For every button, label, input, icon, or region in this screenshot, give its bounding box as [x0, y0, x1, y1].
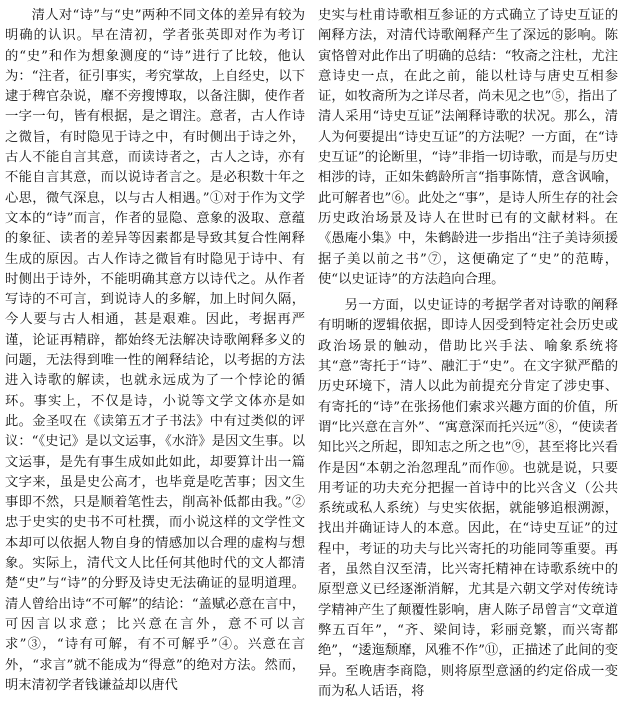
right-paragraph-2: 另一方面，以史证诗的考据学者对诗歌的阐释有明晰的逻辑依据，即诗人因受到特定社会历史或政治场景的触动，借助比兴手法、喻象系统将其“意”寄托于“诗”、融汇于“史”。在文字狱严酷的历史环境下，清人以此为前提充分肯定了涉史事、有寄托的“诗”在张扬他们索求兴趣方面的价值，所谓“比兴意在言外”、“寓意深而托兴远”⑧，“使读者知比兴之所起，即知志之所之也”⑨，甚至将比兴看作是因“本朝之治忽理乱”而作⑩。也就是说，只要用考证的功夫充分把握一首诗中的比兴含义（公共系统或私人系统）与史实依据，就能够追根溯源，找出并确证诗人的本意。因此，在“诗史互证”的过程中，考证的功夫与比兴寄托的功能同等重要。再者，虽然自汉至清，比兴寄托精神在诗歌系统中的原型意义已经逐渐消解，尤其是六朝文学对传统诗学精神产生了颠覆性影响，唐人陈子昂曾言“文章道弊五百年”，“齐、梁间诗，彩丽竞繁，而兴寄都绝”，“逶迤颓靡，风雅不作”⑪，正描述了此间的变异。至晚唐李商隐，则将原型意涵的约定俗成一变而为私人话语，将	[318, 298, 618, 699]
right-paragraph-1: 史实与杜甫诗歌相互参证的方式确立了诗史互证的阐释方法，对清代诗歌阐释产生了深远的影响。陈寅恪曾对此作出了明确的总结：“牧斋之注杜，尤注意诗史一点，在此之前，能以杜诗与唐史互相参证，如牧斋所为之详尽者，尚未见之也”⑤，指出了清人采用“诗史互证”法阐释诗歌的状况。那么，清人为何要提出“诗史互证”的方法呢？一方面，在“诗史互证”的论断里，“诗”非指一切诗歌，而是与历史相涉的诗，正如朱鹤龄所言“指事陈情，意含讽喻，此可解者也”⑥。此处之“事”，是诗人所生存的社会历史政治场景及诗人在世时已有的文献材料。在《愚庵小集》中，朱鹤龄进一步指出“注子美诗须援据子美以前之书”⑦，这便确定了“史”的范畴，使“以史证诗”的方法趋向合理。	[318, 8, 618, 287]
left-column	[5, 6, 305, 696]
right-column	[318, 6, 618, 702]
left-paragraph-1: 清人对“诗”与“史”两种不同文体的差异有较为明确的认识。早在清初，学者张英即对作为考订的“史”和作为想象测度的“诗”进行了比较，他认为：“注者，征引事实，考究掌故，上自经史，以下逮于稗官杂说，靡不旁搜博取，以备注脚，使作者一字一句，皆有根据，是之谓注。意者，古人作诗之微旨，有时隐见于诗之中，有时侧出于诗之外，古人不能自言其意，而读诗者之，古人之诗，亦有不能自言其意，而以说诗者言之。是必积数十年之心思，微气深息，以与古人相遇。”①对于作为文学文本的“诗”而言，作者的显隐、意象的汲取、意蕴的象征、读者的差异等因素都是导致其复合性阐释生成的原因。古人作诗之微旨有时隐见于诗中、有时侧出于诗外，不能明确其意方以诗代之。从作者写诗的不可言，到说诗人的多解，加上时间久隔，今人要与古人相通，甚是艰难。因此，考据再严谨，论证再精辟，都始终无法解决诗歌阐释多义的问题，无法得到唯一性的阐释结论，以考据的方法进入诗歌的解读，也就永远成为了一个悖论的循环。事实上，不仅是诗，小说等文学文体亦是如此。金圣叹在《读第五才子书法》中有过类似的评议：“《史记》是以文运事，《水浒》是因文生事。以文运事，是先有事生成如此如此，却要算计出一篇文字来，虽是史公高才，也毕竟是吃苦事；因文生事即不然，只是顺着笔性去，削高补低都由我。”②忠于史实的史书不可杜撰，而小说这样的文学性文本却可以依据人物自身的情感加以合理的虚构与想象。实际上，清代文人比任何其他时代的文人都清楚“史”与“诗”的分野及诗史无法确证的显明道理。清人曾给出诗“不可解”的结论：“盖赋必意在言中，可因言以求意；比兴意在言外，意不可以言求”③，“诗有可解，有不可解乎”④。兴意在言外，“求言”就不能成为“得意”的绝对方法。然而，明末清初学者钱谦益却以唐代	[5, 8, 305, 693]
